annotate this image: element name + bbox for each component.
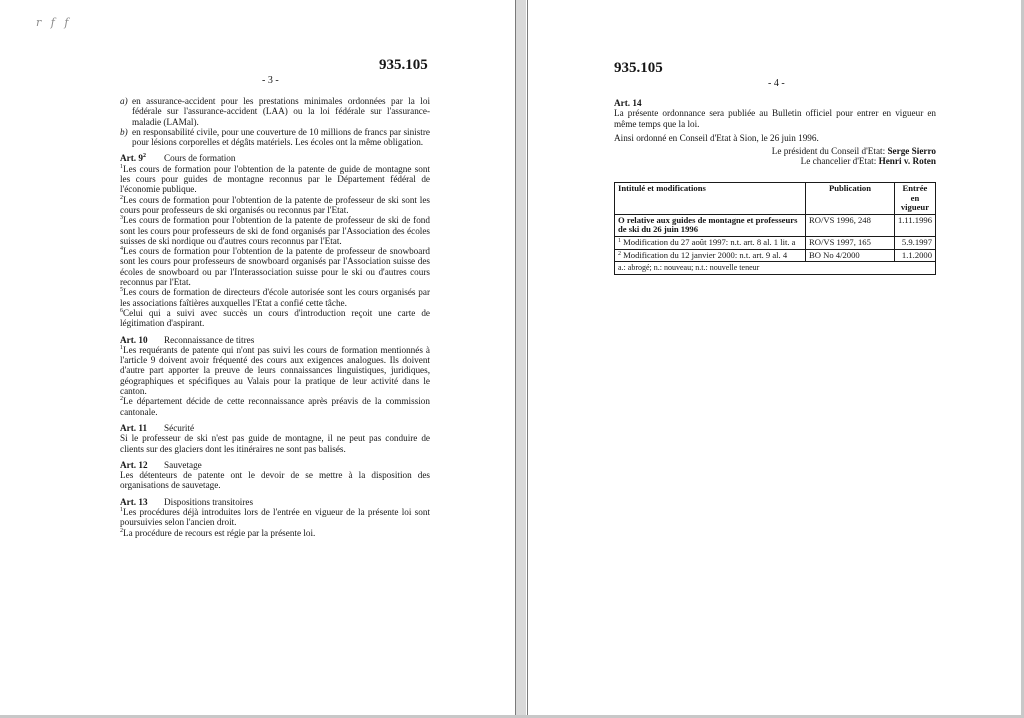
list-item	[120, 127, 430, 148]
list-label: a)	[120, 96, 128, 106]
cell-publication: BO No 4/2000	[806, 249, 895, 262]
article-10	[120, 335, 430, 417]
cell-title: $^1$ Modification du 27 août 1997: n.t. art. 8 al. 1 lit. a	[615, 236, 806, 249]
margin-scribble: r f f	[36, 16, 72, 29]
article-number: Art. 14	[614, 98, 642, 108]
article-9	[120, 153, 430, 328]
ordered-line: Ainsi ordonné en Conseil d'Etat à Sion, le 26 juin 1996.	[614, 132, 819, 143]
header-publication: Publication	[806, 183, 895, 215]
list-text: en assurance-accident pour les prestations minimales ordonnées par la loi fédérale sur l'assurance-accident (LAA) ou la loi fédérale sur l'assurance-maladie (LAMal).	[132, 96, 430, 127]
table-header-row	[615, 183, 936, 215]
signature-president: Le président du Conseil d'Etat: Serge Sierro	[771, 146, 936, 157]
gutter-edge-left	[515, 0, 516, 718]
table-row	[615, 214, 936, 236]
paragraph: Si le professeur de ski n'est pas guide de montagne, il ne peut pas conduire de clients sur des glaciers dont les itinéraires ne sont pas balisés.	[120, 433, 430, 454]
article-title: Sauvetage	[164, 459, 202, 470]
table-row	[615, 236, 936, 249]
paragraph: $^5$Les cours de formation de directeurs d'école autorisée sont les cours organisés par les associations faîtières auxquelles l'Etat a confié cette tâche.	[120, 287, 430, 308]
cell-publication: RO/VS 1996, 248	[806, 214, 895, 236]
cell-title: O relative aux guides de montagne et professeurs de ski du 26 juin 1996	[615, 214, 806, 236]
left-page-content	[120, 96, 430, 538]
article-number: Art. 10	[120, 334, 148, 345]
header-title: Intitulé et modifications	[615, 183, 806, 215]
table-legend: a.: abrogé; n.: nouveau; n.t.: nouvelle teneur	[615, 262, 936, 275]
article-number: Art. 12	[120, 459, 148, 470]
paragraph: $^6$Celui qui a suivi avec succès un cours d'introduction reçoit une carte de légitimation d'aspirant.	[120, 307, 430, 329]
paragraph: $^1$Les cours de formation pour l'obtention de la patente de guide de montagne sont les cours pour guides de montagne reconnus par le Département fédéral de l'économie publique.	[120, 163, 430, 195]
list-label: b)	[120, 126, 128, 137]
article-11	[120, 423, 430, 454]
paragraph: $^2$Le département décide de cette reconnaissance après préavis de la commission cantonale.	[120, 396, 430, 417]
paragraph: La présente ordonnance sera publiée au Bulletin officiel pour entrer en vigueur en même temps que la loi.	[614, 108, 936, 129]
article-title: Sécurité	[164, 422, 195, 433]
paragraph: Les détenteurs de patente ont le devoir de se mettre à la disposition des organisations de sauvetage.	[120, 470, 430, 491]
article-title: Reconnaissance de titres	[164, 334, 255, 345]
paragraph: $^1$Les requérants de patente qui n'ont pas suivi les cours de formation mentionnés à l'article 9 doivent avoir fréquenté des cours aux exigences analogues. Ils doivent d'autre part apporter la preuve de leurs connaissances linguistiques, juridiques, géographiques et spécifiques au Valais pour la pratique de leur activité dans le canton.	[120, 344, 430, 397]
article-title: Cours de formation	[164, 153, 236, 164]
list-item	[120, 96, 430, 127]
page-gutter	[516, 0, 526, 718]
cell-entry: 1.11.1996	[894, 214, 935, 236]
article-12	[120, 460, 430, 491]
page-number: - 4 -	[768, 78, 785, 89]
paragraph: $^2$Les cours de formation pour l'obtention de la patente de professeur de ski sont les cours pour professeurs de ski organisés ou reconnus par l'Etat.	[120, 194, 430, 215]
page-number: - 3 -	[262, 75, 279, 86]
paragraph: $^1$Les procédures déjà introduites lors de l'entrée en vigueur de la présente loi sont poursuivies selon l'ancien droit.	[120, 506, 430, 528]
list-text: en responsabilité civile, pour une couverture de 10 millions de francs par sinistre pour lésions corporelles et dégâts matériels. Les écoles ont la même obligation.	[132, 126, 430, 148]
doc-number: 935.105	[379, 57, 428, 73]
article-number: Art. $9^2$	[120, 153, 146, 164]
cell-entry: 1.1.2000	[894, 249, 935, 262]
cell-title: $^2$ Modification du 12 janvier 2000: n.t. art. 9 al. 4	[615, 249, 806, 262]
article-number: Art. 11	[120, 422, 148, 433]
signature-chancellor: Le chancelier d'Etat: Henri v. Roten	[800, 156, 936, 167]
table-legend-row	[615, 262, 936, 275]
article-number: Art. 13	[120, 496, 148, 507]
cell-entry: 5.9.1997	[894, 236, 935, 249]
header-entry: Entrée en vigueur	[894, 183, 935, 215]
right-page-content	[614, 98, 936, 167]
paragraph: $^3$Les cours de formation pour l'obtention de la patente de professeur de ski de fond sont les cours pour professeurs de ski de fond organisés par l'Association des écoles suisses de ski nordique ou d'autres cours reconnus par l'Etat.	[120, 215, 430, 246]
modifications-table	[614, 182, 936, 275]
gutter-edge-right	[527, 0, 528, 718]
table-row	[615, 249, 936, 262]
article-title: Dispositions transitoires	[164, 496, 254, 507]
paragraph: $^2$La procédure de recours est régie par la présente loi.	[120, 527, 316, 538]
paragraph: $^4$Les cours de formation pour l'obtention de la patente de professeur de snowboard sont les cours pour professeurs de snowboard organisés par l'Association suisse des écoles de snowboard ou par l'Interassociation suisse pour le ski ou d'autres cours reconnus par l'Etat.	[120, 246, 430, 288]
doc-number: 935.105	[614, 60, 663, 76]
cell-publication: RO/VS 1997, 165	[806, 236, 895, 249]
article-13	[120, 497, 430, 538]
